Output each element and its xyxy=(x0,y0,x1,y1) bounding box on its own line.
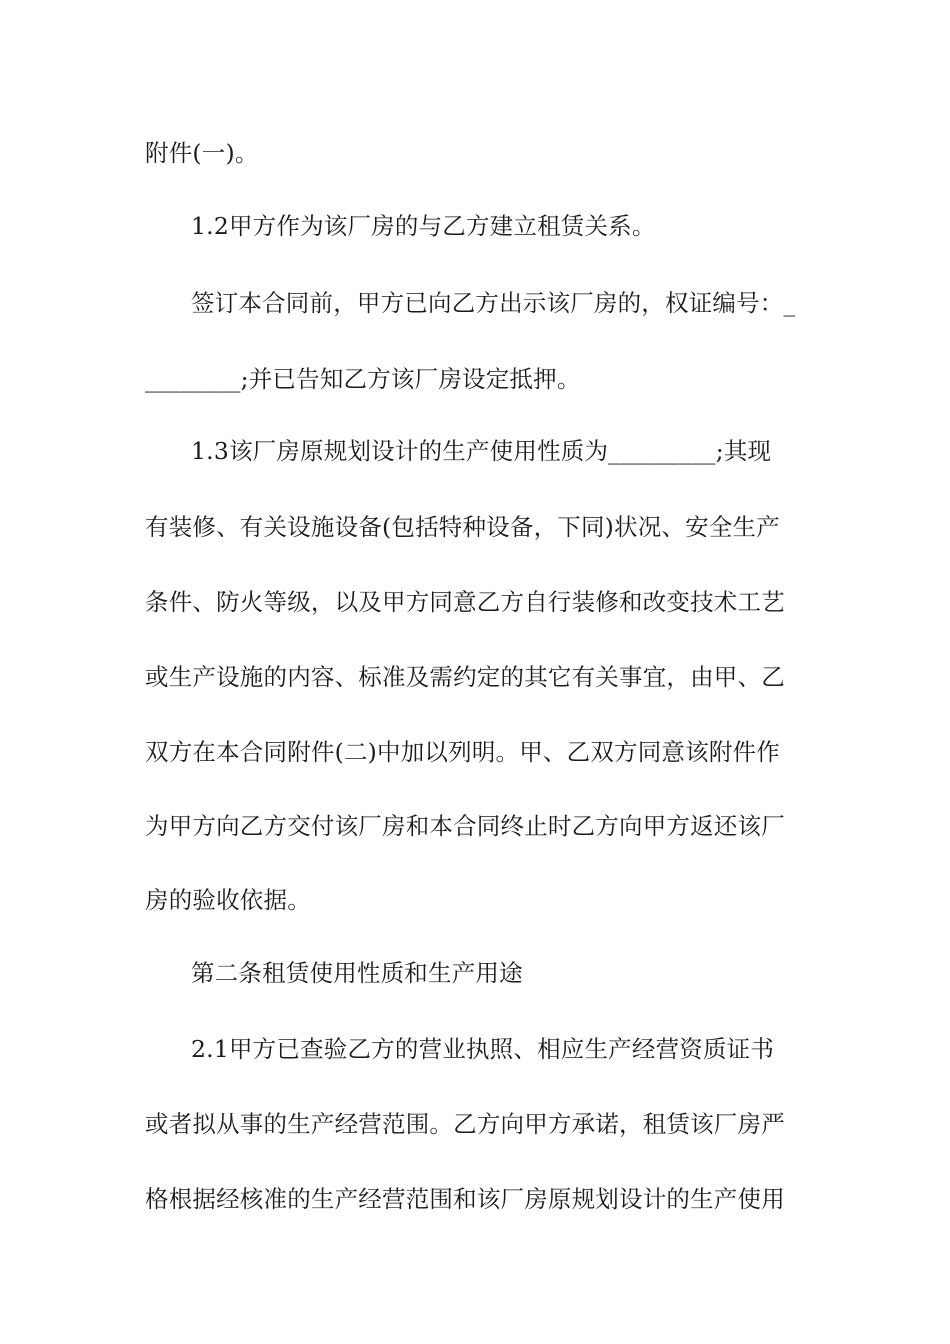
text-line: 或者拟从事的生产经营范围。乙方向甲方承诺，租赁该厂房严 xyxy=(145,1110,785,1138)
text-line: ________;并已告知乙方该厂房设定抵押。 xyxy=(145,365,581,393)
text-line: 格根据经核准的生产经营范围和该厂房原规划设计的生产使用 xyxy=(145,1185,785,1213)
text-line: 条件、防火等级，以及甲方同意乙方自行装修和改变技术工艺 xyxy=(145,588,785,616)
clause-2-1: 2.1甲方已查验乙方的营业执照、相应生产经营资质证书 xyxy=(191,1035,775,1063)
clause-1-3: 1.3该厂房原规划设计的生产使用性质为_________;其现 xyxy=(191,437,772,465)
text-line: 房的验收依据。 xyxy=(145,886,311,914)
clause-1-2: 1.2甲方作为该厂房的与乙方建立租赁关系。 xyxy=(191,212,656,240)
section-heading: 第二条租赁使用性质和生产用途 xyxy=(191,959,523,987)
text-line: 签订本合同前，甲方已向乙方出示该厂房的，权证编号：_ xyxy=(191,289,796,317)
text-line: 附件(一)。 xyxy=(145,139,259,167)
text-line: 有装修、有关设施设备(包括特种设备，下同)状况、安全生产 xyxy=(145,513,780,541)
text-line: 双方在本合同附件(二)中加以列明。甲、乙双方同意该附件作 xyxy=(145,738,780,766)
text-line: 或生产设施的内容、标准及需约定的其它有关事宜，由甲、乙 xyxy=(145,663,785,691)
text-line: 为甲方向乙方交付该厂房和本合同终止时乙方向甲方返还该厂 xyxy=(145,812,785,840)
